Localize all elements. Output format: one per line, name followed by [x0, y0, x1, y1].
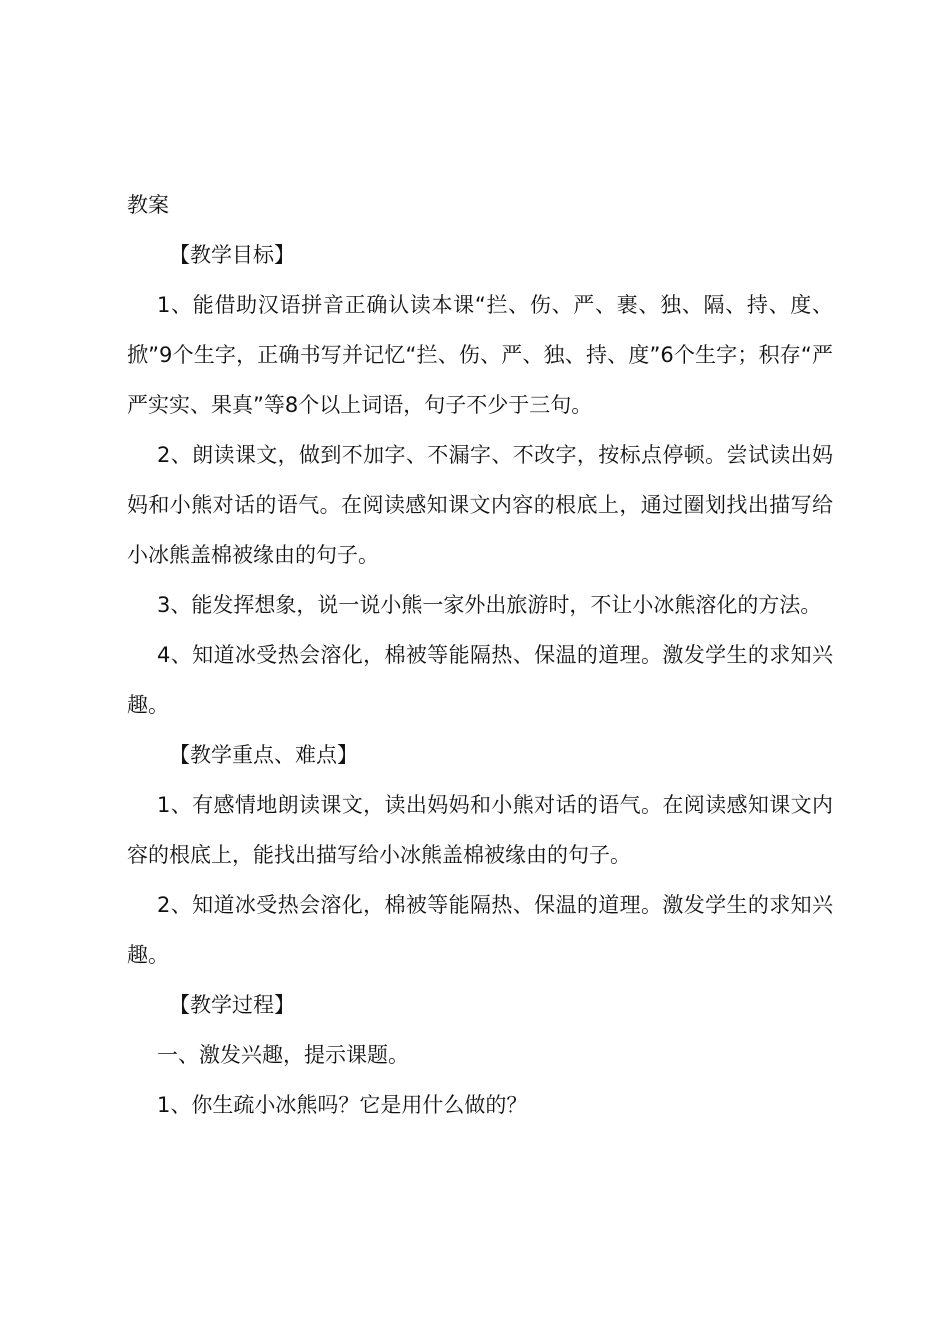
keypoint-item: 2、知道冰受热会溶化，棉被等能隔热、保温的道理。激发学生的求知兴趣。 — [127, 893, 833, 967]
process-section-heading: 一、激发兴趣，提示课题。 — [157, 1043, 409, 1067]
objective-item: 1、能借助汉语拼音正确认读本课“拦、伤、严、裹、独、隔、持、度、掀”9个生字，正确书写并记忆“拦、伤、严、独、持、度”6个生字；积存“严严实实、果真”等8个以上词语，句子不少于三句。 — [127, 293, 833, 417]
objective-item: 4、知道冰受热会溶化，棉被等能隔热、保温的道理。激发学生的求知兴趣。 — [127, 643, 833, 717]
document-body — [127, 180, 833, 1130]
process-item: 1、你生疏小冰熊吗？它是用什么做的？ — [157, 1093, 528, 1117]
objective-item: 2、朗读课文，做到不加字、不漏字、不改字，按标点停顿。尝试读出妈妈和小熊对话的语气。在阅读感知课文内容的根底上，通过圈划找出描写给小冰熊盖棉被缘由的句子。 — [127, 443, 833, 567]
process-heading: 【教学过程】 — [169, 993, 295, 1017]
keypoints-heading: 【教学重点、难点】 — [169, 743, 358, 767]
document-title: 教案 — [127, 193, 169, 217]
objective-item: 3、能发挥想象，说一说小熊一家外出旅游时，不让小冰熊溶化的方法。 — [157, 593, 822, 617]
objectives-heading: 【教学目标】 — [169, 243, 295, 267]
keypoint-item: 1、有感情地朗读课文，读出妈妈和小熊对话的语气。在阅读感知课文内容的根底上，能找出描写给小冰熊盖棉被缘由的句子。 — [127, 793, 833, 867]
